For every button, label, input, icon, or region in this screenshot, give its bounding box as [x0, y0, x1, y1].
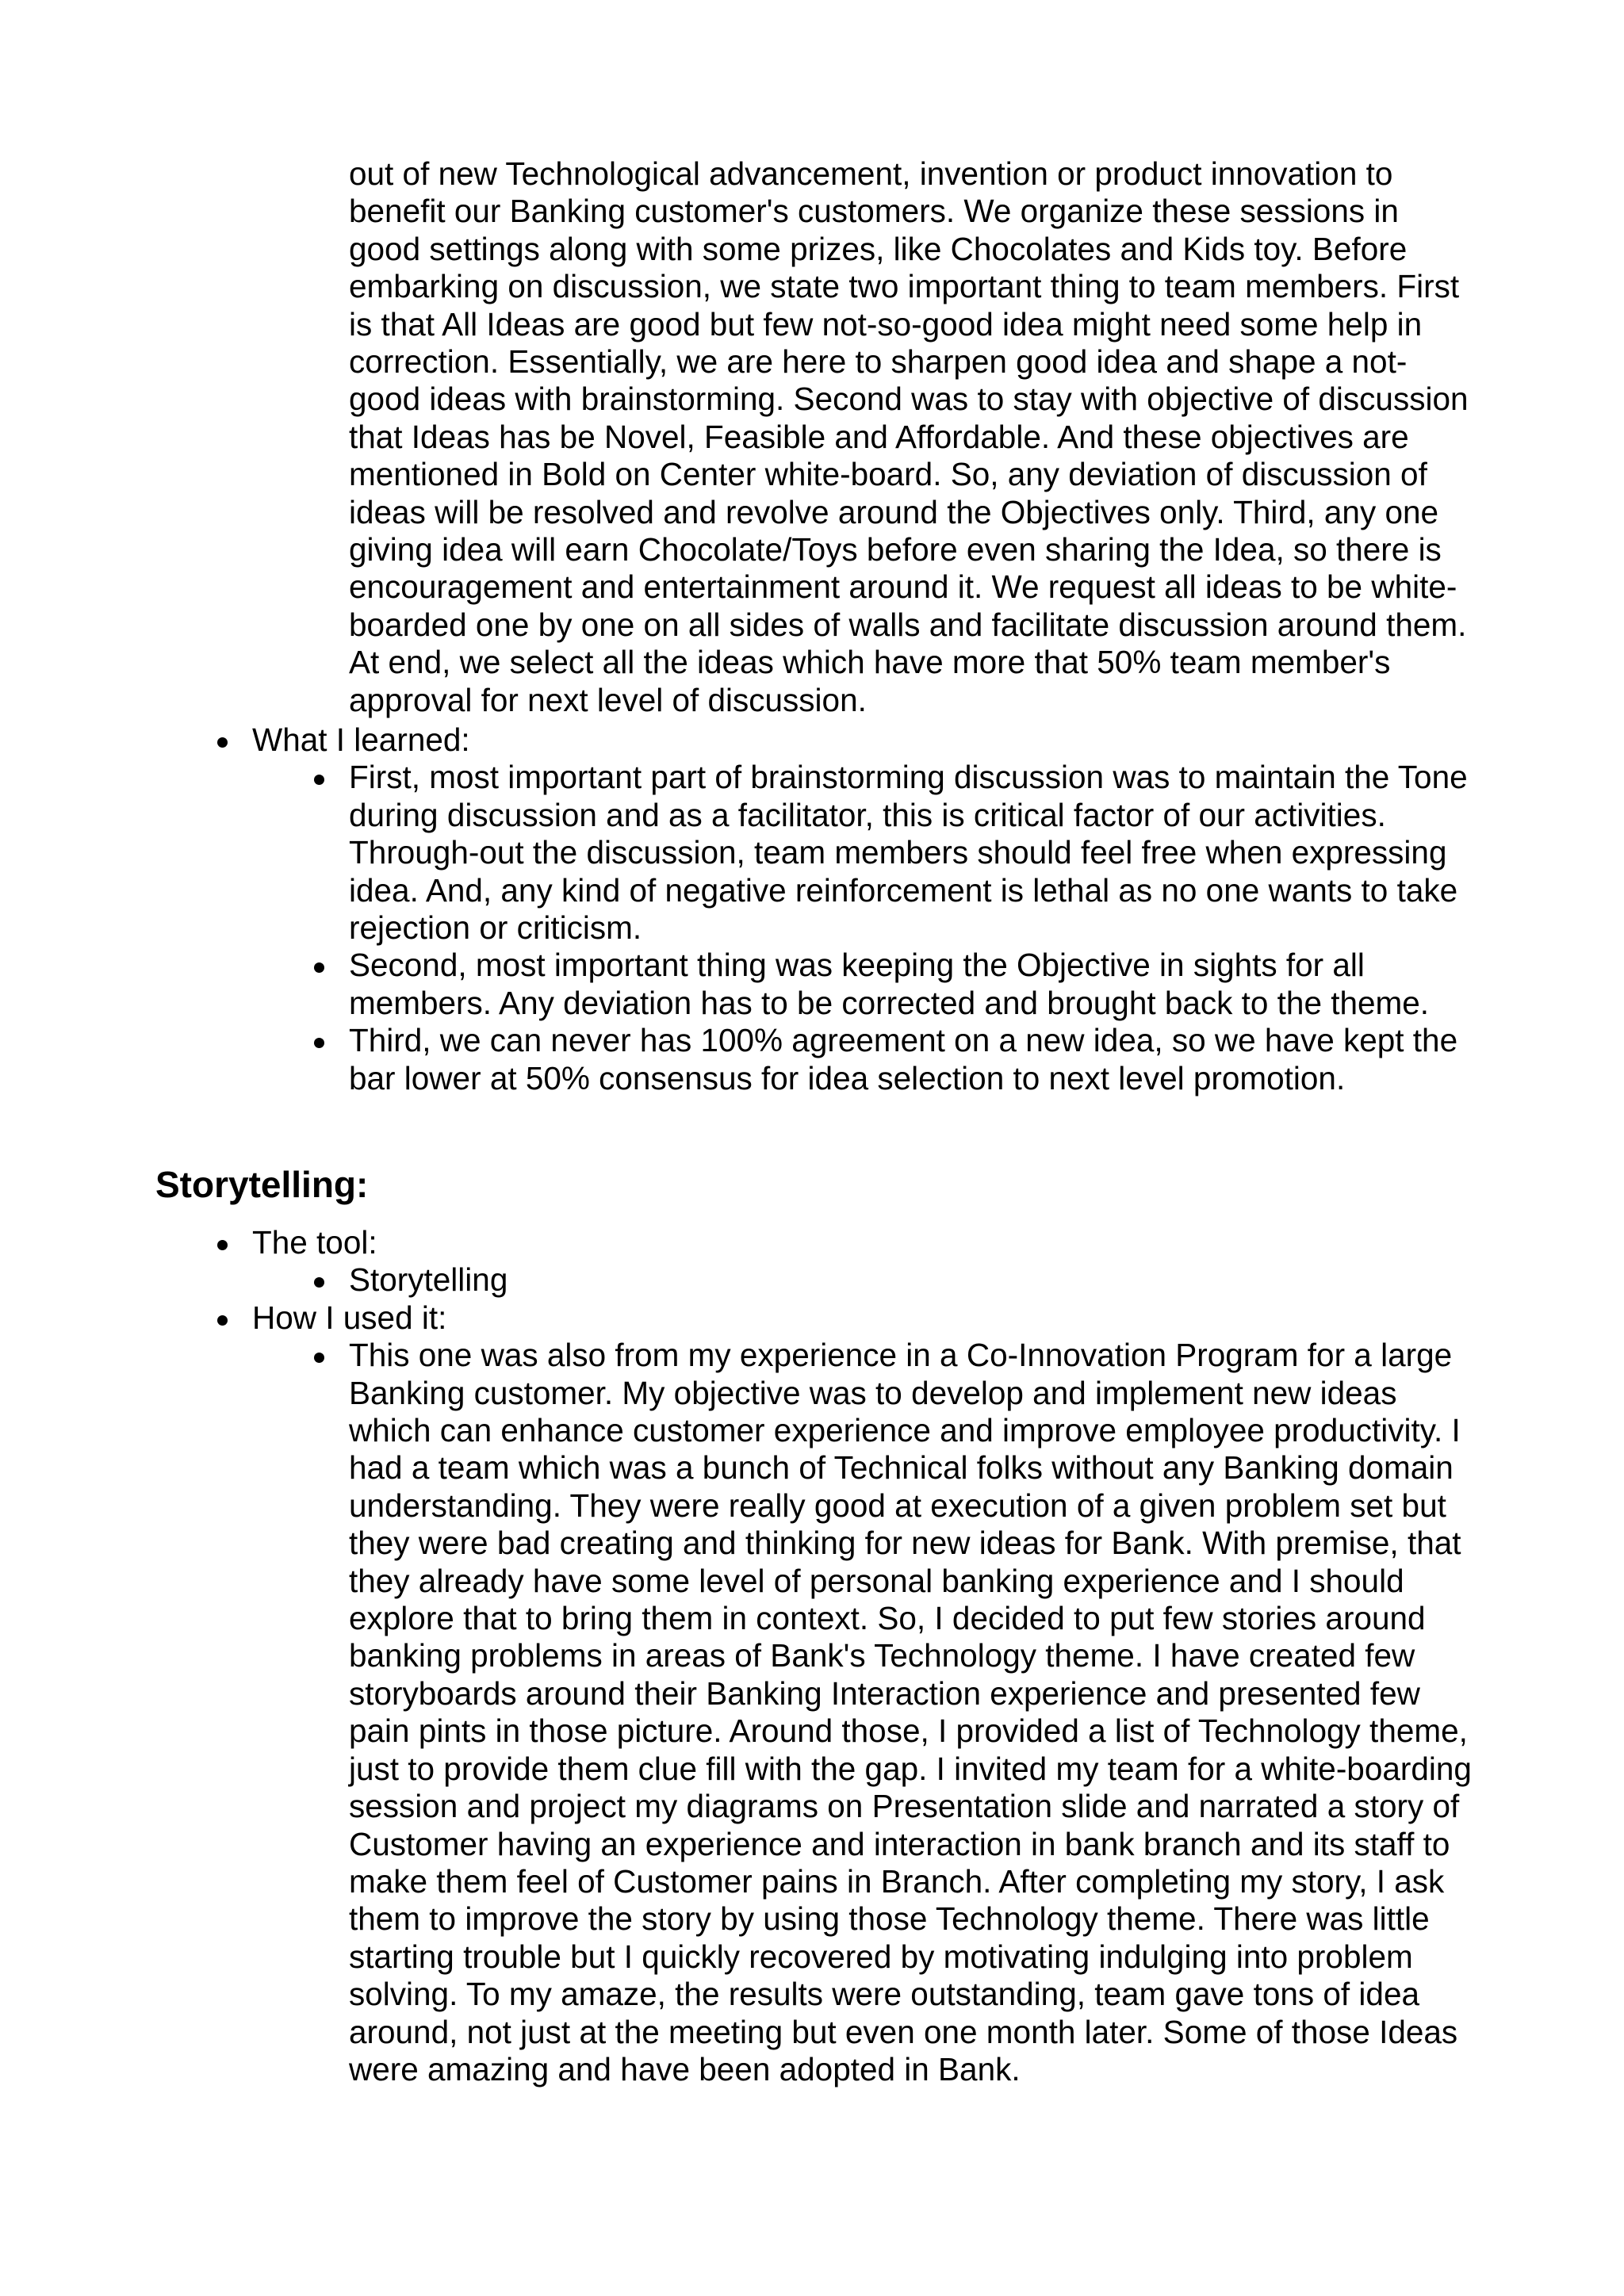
bullet-icon [314, 775, 324, 785]
learned-item-text: Second, most important thing was keeping the Objective in sights for all members. Any deviation has to be corrected and brought back to the theme. [349, 947, 1430, 1021]
bullet-icon [217, 737, 228, 748]
list-item [349, 759, 1475, 947]
learned-list [252, 721, 1489, 1097]
list-item [349, 1261, 1475, 1299]
list-item [252, 1224, 1489, 1299]
list-item [252, 1299, 1489, 2089]
tool-value: Storytelling [349, 1261, 508, 1299]
tool-label: The tool: [252, 1224, 377, 1261]
storytelling-list [252, 1224, 1489, 2088]
tool-sublist [252, 1261, 1489, 1299]
how-sublist [252, 1337, 1489, 2088]
bullet-icon [217, 1240, 228, 1250]
how-text: This one was also from my experience in a Co-Innovation Program for a large Banking customer. My objective was to develop and implement new ideas which can enhance customer experience and improve employee productivity. I had a team which was a bunch of Technical folks without any Banking domain understanding. They were really good at execution of a given problem set but they were bad creating and thinking for new ideas for Bank. With premise, that they already have some level of personal banking experience and I should explore that to bring them in context. So, I decided to put few stories around banking problems in areas of Bank's Technology theme. I have created few storyboards around their Banking Interaction experience and presented few pain pints in those picture. Around those, I provided a list of Technology theme, just to provide them clue fill with the gap. I invited my team for a white-boarding session and project my diagrams on Presentation slide and narrated a story of Customer having an experience and interaction in bank branch and its staff to make them feel of Customer pains in Branch. After completing my story, I ask them to improve the story by using those Technology theme. There was little starting trouble but I quickly recovered by motivating indulging into problem solving. To my amaze, the results were outstanding, team gave tons of idea around, not just at the meeting but even one month later. Some of those Ideas were amazing and have been adopted in Bank. [349, 1337, 1472, 2087]
how-label: How I used it: [252, 1299, 447, 1336]
learned-sublist [252, 759, 1489, 1097]
continued-paragraph: out of new Technological advancement, invention or product innovation to benefit our Banking customer's customers. We organize these sessions in good settings along with some prizes, like Chocolates and Kids toy. Before embarking on discussion, we state two important thing to team members. First is that All Ideas are good but few not-so-good idea might need some help in correction. Essentially, we are here to sharpen good idea and shape a not-good ideas with brainstorming. Second was to stay with objective of discussion that Ideas has be Novel, Feasible and Affordable. And these objectives are mentioned in Bold on Center white-board. So, any deviation of discussion of ideas will be resolved and revolve around the Objectives only. Third, any one giving idea will earn Chocolate/Toys before even sharing the Idea, so there is encouragement and entertainment around it. We request all ideas to be white-boarded one by one on all sides of walls and facilitate discussion around them. At end, we select all the ideas which have more that 50% team member's approval for next level of discussion. [349, 155, 1469, 718]
list-item [252, 721, 1489, 1097]
list-item [349, 1022, 1475, 1097]
learned-item-text: Third, we can never has 100% agreement on a new idea, so we have kept the bar lower at 50% consensus for idea selection to next level promotion. [349, 1022, 1458, 1096]
bullet-icon [217, 1315, 228, 1326]
list-item [349, 1337, 1475, 2088]
list-item [349, 947, 1475, 1022]
bullet-icon [314, 1038, 324, 1048]
bullet-icon [314, 962, 324, 973]
learned-item-text: First, most important part of brainstorming discussion was to maintain the Tone during discussion and as a facilitator, this is critical factor of our activities. Through-out the discussion, team members should feel free when expressing idea. And, any kind of negative reinforcement is lethal as no one wants to take rejection or criticism. [349, 759, 1468, 947]
section-heading: Storytelling: [155, 1164, 369, 1205]
bullet-icon [314, 1353, 324, 1363]
learned-label: What I learned: [252, 721, 470, 758]
bullet-icon [314, 1277, 324, 1288]
